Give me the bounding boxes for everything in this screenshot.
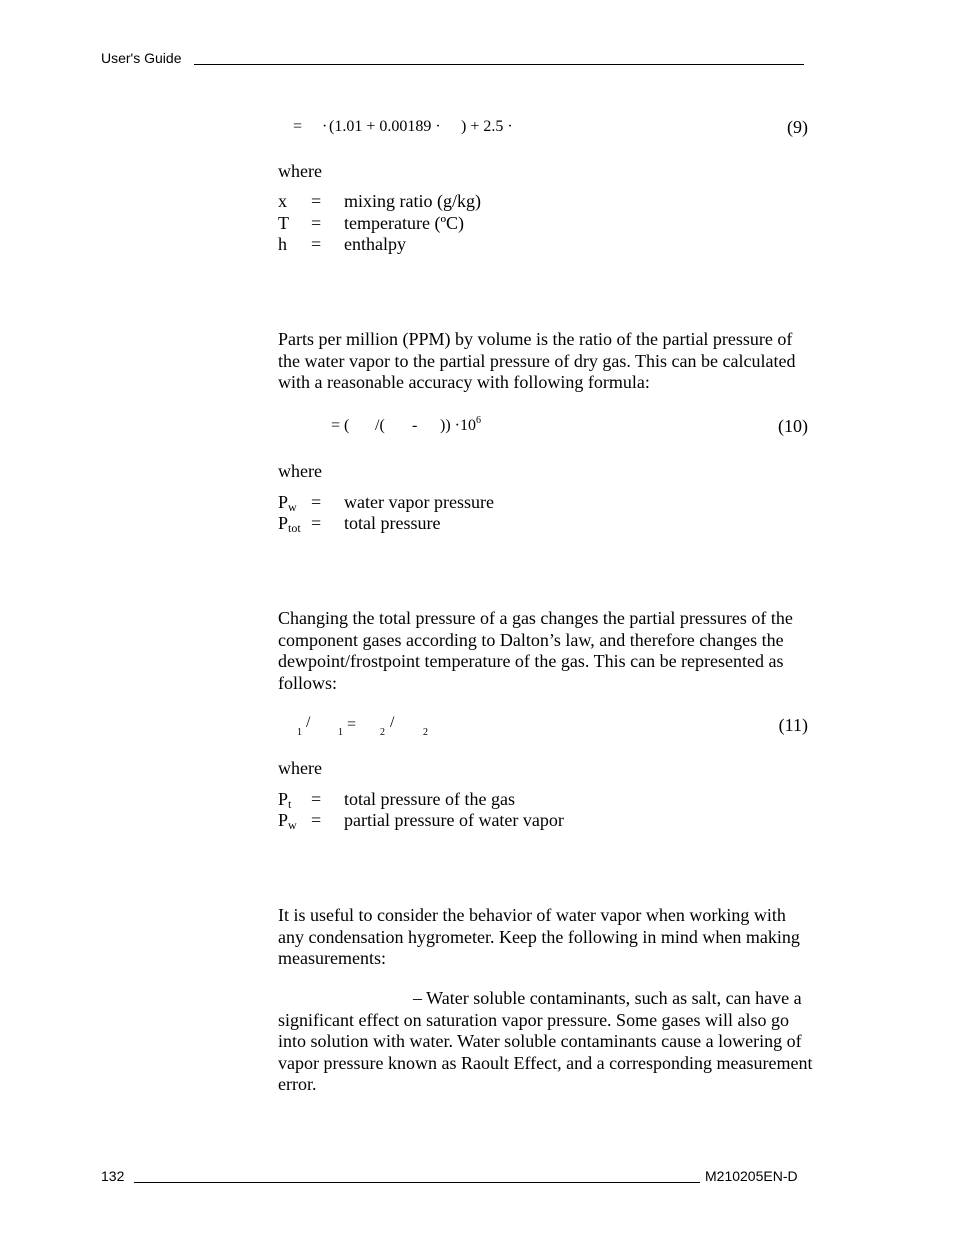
eq10-number: (10)	[778, 416, 808, 436]
definition-equals: =	[311, 234, 322, 254]
eq9-body: (1.01 + 0.00189 ·	[329, 118, 441, 135]
definition-equals: =	[311, 789, 322, 809]
eq10-close-text: )) ·10	[440, 417, 476, 434]
symbol-letter: P	[278, 810, 289, 830]
symbol-subscript: w	[288, 500, 297, 514]
definition-equals: =	[311, 513, 322, 533]
definition-text: temperature (ºC)	[344, 213, 465, 233]
definition-text: total pressure	[344, 513, 441, 533]
definition-text: water vapor pressure	[344, 492, 494, 512]
document-code: M210205EN-D	[705, 1168, 798, 1184]
ppm-paragraph: Parts per million (PPM) by volume is the ratio of the partial pressure of the water vapor to the partial pressure of dry gas. This can be calculated with a reasonable accuracy with following formula:	[278, 329, 796, 392]
eq11-sub-1b: 1	[338, 727, 343, 738]
definition-symbol: x	[278, 191, 287, 211]
definition-equals: =	[311, 213, 322, 233]
symbol-letter: P	[278, 513, 289, 533]
eq9-number: (9)	[787, 117, 808, 137]
symbol-subscript: w	[288, 818, 297, 832]
eq10-exponent: 6	[475, 415, 481, 426]
definition-equals: =	[311, 492, 322, 512]
symbol-subscript: tot	[288, 521, 301, 535]
where-label-2: where	[278, 461, 322, 481]
eq9-dot: ·	[322, 118, 328, 135]
eq9-equals: =	[293, 118, 303, 135]
definition-text: mixing ratio (g/kg)	[344, 191, 481, 211]
eq10-close	[440, 416, 481, 438]
header-rule	[194, 64, 804, 65]
definition-text: total pressure of the gas	[344, 789, 515, 809]
definition-text: enthalpy	[344, 234, 406, 254]
eq11-sub-1a: 1	[297, 727, 302, 738]
contaminants-paragraph: – Water soluble contaminants, such as salt, can have a significant effect on saturation vapor pressure. Some gases will also go into solution with water. Water soluble contaminants cause a lowering of vapor pressure known as Raoult Effect, and a corresponding measurement error.	[278, 988, 813, 1094]
header-title: User's Guide	[101, 50, 182, 66]
eq11-number: (11)	[778, 715, 808, 735]
definition-equals: =	[311, 191, 322, 211]
dalton-paragraph: Changing the total pressure of a gas changes the partial pressures of the component gases according to Dalton’s law, and therefore changes the dewpoint/frostpoint temperature of the gas. This can be represented as follows:	[278, 608, 793, 693]
eq10-open: = (	[331, 417, 350, 434]
eq11-slash-1: /	[306, 714, 311, 731]
footer-rule	[134, 1182, 700, 1183]
symbol-letter: P	[278, 492, 289, 512]
definition-symbol	[278, 513, 301, 534]
eq10-slash: /(	[375, 417, 385, 434]
definition-symbol	[278, 789, 291, 810]
eq11-sub-2a: 2	[380, 727, 385, 738]
eq11-sub-2b: 2	[423, 727, 428, 738]
eq11-equals: =	[347, 716, 357, 733]
eq11-slash-2: /	[390, 714, 395, 731]
definition-symbol	[278, 810, 297, 831]
page-number: 132	[101, 1168, 125, 1184]
eq9-close: ) + 2.5 ·	[461, 118, 513, 135]
behavior-paragraph: It is useful to consider the behavior of water vapor when working with any condensation hygrometer. Keep the following in mind when making measurements:	[278, 905, 800, 968]
eq10-minus: -	[412, 417, 418, 434]
where-label-1: where	[278, 161, 322, 181]
where-label-3: where	[278, 758, 322, 778]
symbol-letter: P	[278, 789, 289, 809]
definition-symbol	[278, 492, 297, 513]
definition-equals: =	[311, 810, 322, 830]
definition-symbol: T	[278, 213, 289, 233]
symbol-subscript: t	[288, 797, 292, 811]
definition-text: partial pressure of water vapor	[344, 810, 564, 830]
definition-symbol: h	[278, 234, 287, 254]
